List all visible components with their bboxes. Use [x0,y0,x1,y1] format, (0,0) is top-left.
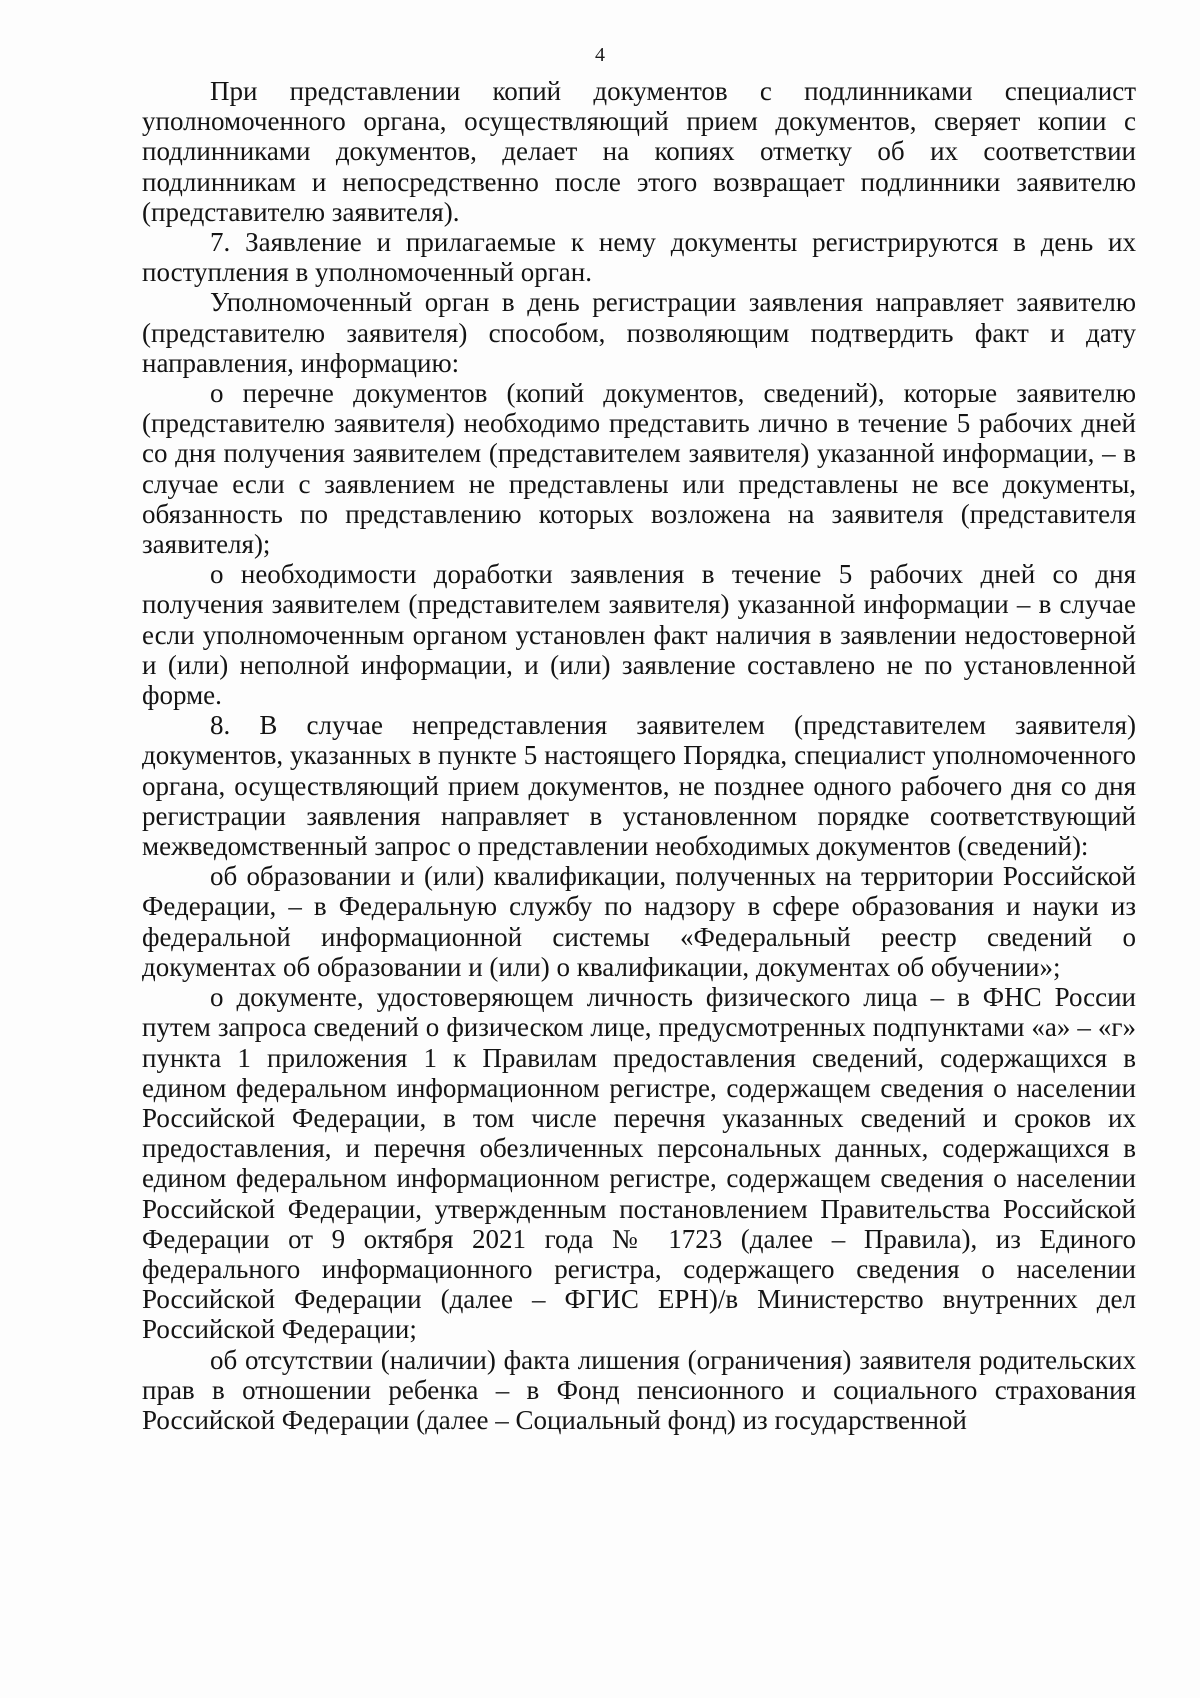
page-number: 4 [595,44,605,66]
document-body [142,76,1136,1435]
paragraph-8-interagency-request: 8. В случае непредставления заявителем (представителем заявителя) документов, указанных в пункте 5 настоящего Порядка, специалист уполномоченного органа, осуществляющий прием документов, не позднее одного рабочего дня со дня регистрации заявления направляет в установленном порядке соответствующий межведомственный запрос о представлении необходимых документов (сведений): [142,710,1136,862]
paragraph-7-registration: 7. Заявление и прилагаемые к нему документы регистрируются в день их поступления в уполномоченный орган. [142,227,1136,288]
paragraph-application-revision: о необходимости доработки заявления в течение 5 рабочих дней со дня получения заявителем (представителем заявителя) указанной информации – в случае если уполномоченным органом установлен факт наличия в заявлении недостоверной и (или) неполной информации, и (или) заявление составлено не по установленной форме. [142,559,1136,711]
paragraph-identity-document: о документе, удостоверяющем личность физического лица – в ФНС России путем запроса сведений о физическом лице, предусмотренных подпунктами «а» – «г» пункта 1 приложения 1 к Правилам предоставления сведений, содержащихся в едином федеральном информационном регистре, содержащем сведения о населении Российской Федерации, в том числе перечня указанных сведений и сроков их предоставления, и перечня обезличенных персональных данных, содержащихся в едином федеральном информационном регистре, содержащем сведения о населении Российской Федерации, утвержденным постановлением Правительства Российской Федерации от 9 октября 2021 года № 1723 (далее – Правила), из Единого федерального информационного регистра, содержащего сведения о населении Российской Федерации (далее – ФГИС ЕРН)/в Министерство внутренних дел Российской Федерации; [142,982,1136,1345]
paragraph-notification: Уполномоченный орган в день регистрации заявления направляет заявителю (представителю заявителя) способом, позволяющим подтвердить факт и дату направления, информацию: [142,287,1136,378]
paragraph-copies-verification: При представлении копий документов с подлинниками специалист уполномоченного органа, осуществляющий прием документов, сверяет копии с подлинниками документов, делает на копиях отметку об их соответствии подлинникам и непосредственно после этого возвращает подлинники заявителю (представителю заявителя). [142,76,1136,227]
paragraph-parental-rights: об отсутствии (наличии) факта лишения (ограничения) заявителя родительских прав в отношении ребенка – в Фонд пенсионного и социального страхования Российской Федерации (далее – Социальный фонд) из государственной [142,1344,1136,1435]
paragraph-documents-list: о перечне документов (копий документов, сведений), которые заявителю (представителю заявителя) необходимо представить лично в течение 5 рабочих дней со дня получения заявителем (представителем заявителя) указанной информации, – в случае если с заявлением не представлены или представлены не все документы, обязанность по представлению которых возложена на заявителя (представителя заявителя); [142,378,1136,560]
paragraph-education-qualification: об образовании и (или) квалификации, полученных на территории Российской Федерации, – в Федеральную службу по надзору в сфере образования и науки из федеральной информационной системы «Федеральный реестр сведений о документах об образовании и (или) о квалификации, документах об обучении»; [142,861,1136,982]
